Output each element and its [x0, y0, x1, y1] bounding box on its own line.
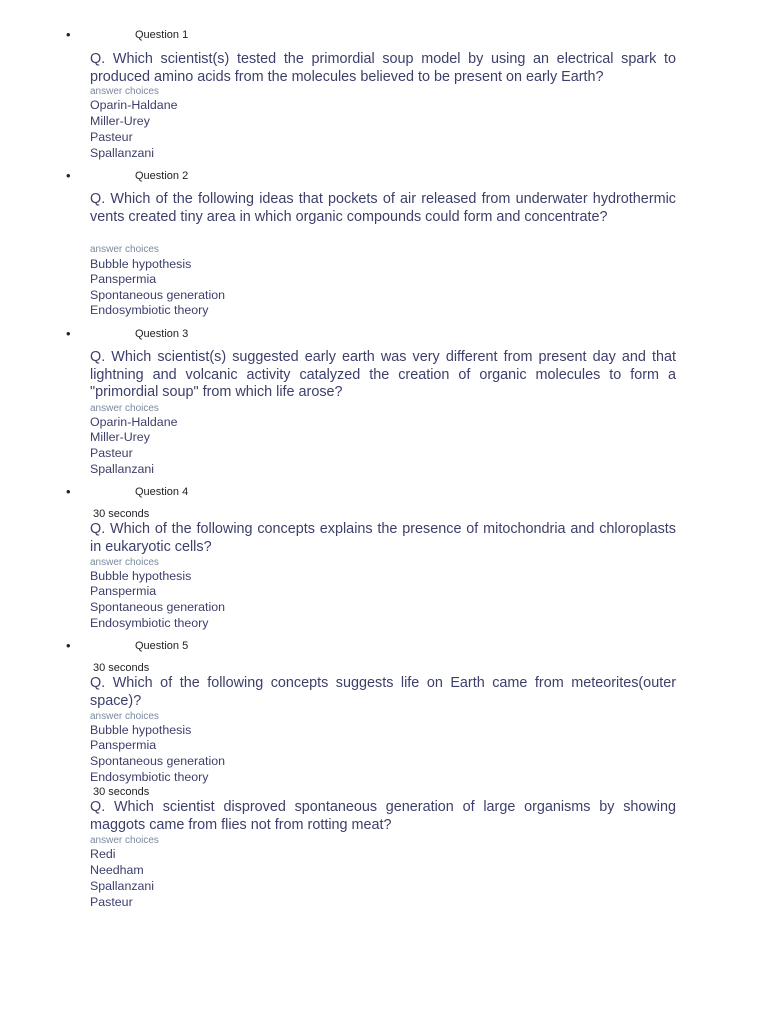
answer-choices-label: answer choices: [90, 403, 159, 414]
answer-choice[interactable]: Miller-Urey: [90, 114, 150, 128]
question-text: Q. Which scientist(s) tested the primordial soup model by using an electrical spark to produced amino acids from the molecules believed to be present on early Earth?: [90, 51, 676, 85]
question-text: Q. Which scientist disproved spontaneous generation of large organisms by showing maggots came from flies not from rotting meat?: [90, 799, 676, 833]
timer-label: 30 seconds: [93, 786, 150, 798]
list-bullet: •: [66, 638, 71, 653]
timer-label: 30 seconds: [93, 662, 150, 674]
question-heading: Question 1: [135, 29, 189, 41]
question-heading: Question 4: [135, 486, 189, 498]
answer-choice[interactable]: Endosymbiotic theory: [90, 770, 209, 784]
answer-choice[interactable]: Pasteur: [90, 895, 133, 909]
question-text: Q. Which scientist(s) suggested early earth was very different from present day and that lightning and volcanic activity catalyzed the creation of organic molecules to form a "primordial soup" from which life arose?: [90, 349, 676, 400]
answer-choice[interactable]: Bubble hypothesis: [90, 723, 192, 737]
question-heading: Question 2: [135, 170, 189, 182]
answer-choice[interactable]: Spontaneous generation: [90, 288, 226, 302]
answer-choice[interactable]: Needham: [90, 863, 144, 877]
answer-choice[interactable]: Bubble hypothesis: [90, 569, 192, 583]
answer-choice[interactable]: Panspermia: [90, 272, 157, 286]
answer-choice[interactable]: Panspermia: [90, 584, 157, 598]
answer-choice[interactable]: Spontaneous generation: [90, 754, 226, 768]
answer-choice[interactable]: Oparin-Haldane: [90, 98, 178, 112]
answer-choice[interactable]: Endosymbiotic theory: [90, 616, 209, 630]
question-text: Q. Which of the following ideas that pockets of air released from underwater hydrothermic vents created tiny area in which organic compounds could form and concentrate?: [90, 191, 676, 225]
answer-choice[interactable]: Spallanzani: [90, 462, 155, 476]
answer-choices-label: answer choices: [90, 86, 159, 97]
list-bullet: •: [66, 484, 71, 499]
answer-choices-label: answer choices: [90, 711, 159, 722]
answer-choices-label: answer choices: [90, 835, 159, 846]
timer-label: 30 seconds: [93, 508, 150, 520]
answer-choice[interactable]: Pasteur: [90, 130, 133, 144]
answer-choice[interactable]: Spallanzani: [90, 146, 155, 160]
answer-choice[interactable]: Panspermia: [90, 738, 157, 752]
answer-choice[interactable]: Endosymbiotic theory: [90, 303, 209, 317]
question-text: Q. Which of the following concepts suggests life on Earth came from meteorites(outer space)?: [90, 675, 676, 709]
answer-choice[interactable]: Spontaneous generation: [90, 600, 226, 614]
answer-choice[interactable]: Miller-Urey: [90, 430, 150, 444]
list-bullet: •: [66, 168, 71, 183]
answer-choices-label: answer choices: [90, 244, 159, 255]
answer-choice[interactable]: Spallanzani: [90, 879, 155, 893]
list-bullet: •: [66, 27, 71, 42]
answer-choice[interactable]: Oparin-Haldane: [90, 415, 178, 429]
answer-choice[interactable]: Pasteur: [90, 446, 133, 460]
question-heading: Question 3: [135, 328, 189, 340]
answer-choice[interactable]: Redi: [90, 847, 116, 861]
answer-choice[interactable]: Bubble hypothesis: [90, 257, 192, 271]
list-bullet: •: [66, 326, 71, 341]
question-heading: Question 5: [135, 640, 189, 652]
question-text: Q. Which of the following concepts explains the presence of mitochondria and chloroplasts in eukaryotic cells?: [90, 521, 676, 555]
answer-choices-label: answer choices: [90, 557, 159, 568]
